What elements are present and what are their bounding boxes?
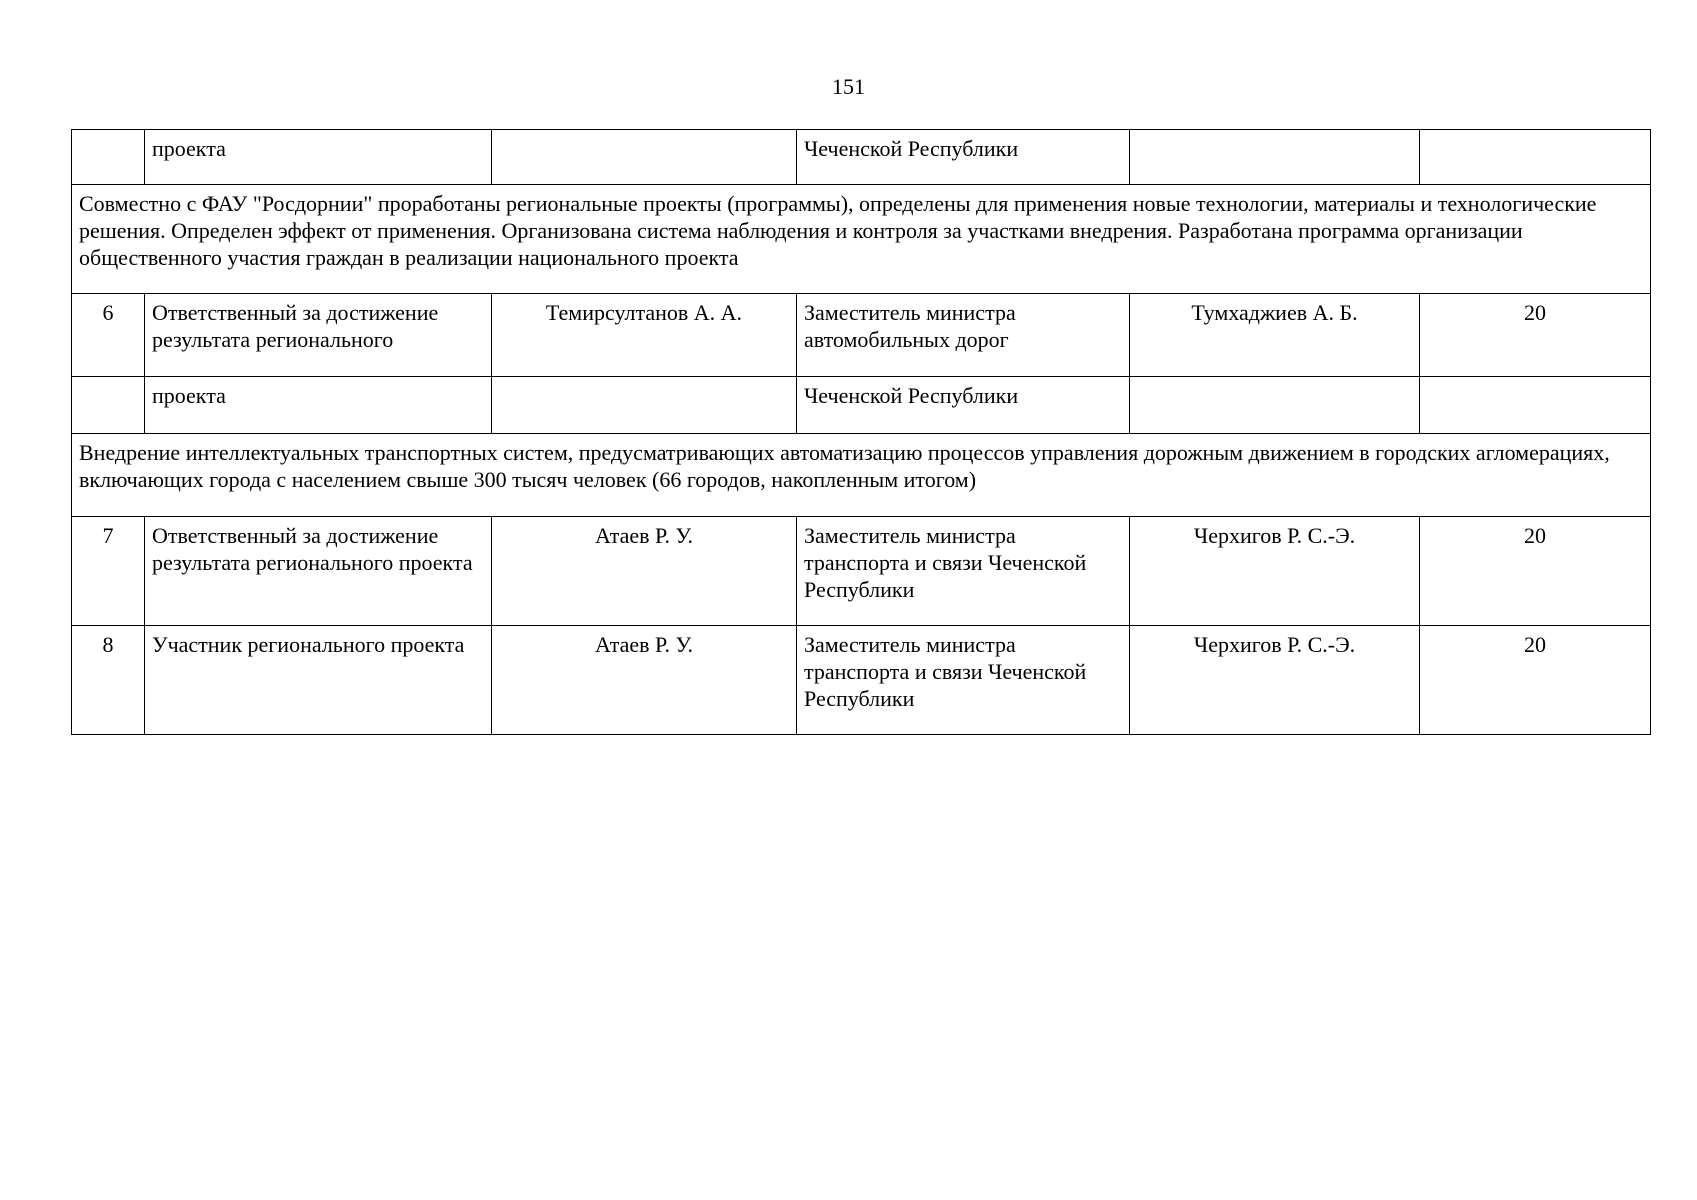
involvement-percent-cell bbox=[1420, 626, 1651, 735]
description-text: Внедрение интеллектуальных транспортных систем, предусматривающих автоматизацию процессов управления дорожным движением в городских агломерациях, включающих города с населением свыше 300 тысяч человек (66 городов, накопленным итогом) bbox=[79, 440, 1610, 492]
supervisor-name-text: Черхигов Р. С.-Э. bbox=[1193, 632, 1356, 657]
role-cell bbox=[145, 626, 492, 735]
position-cell bbox=[797, 517, 1130, 626]
role-text: Ответственный за достижение результата регионального bbox=[152, 300, 439, 352]
supervisor-name-cell bbox=[1130, 626, 1420, 735]
position-text: Заместитель министра транспорта и связи Чеченской Республики bbox=[804, 523, 1087, 602]
table-row bbox=[72, 294, 1651, 377]
role-cell bbox=[145, 517, 492, 626]
involvement-percent-text: 20 bbox=[1524, 523, 1546, 548]
description-cell bbox=[72, 185, 1651, 294]
row-number-text: 8 bbox=[102, 632, 114, 657]
table-row-description bbox=[72, 434, 1651, 517]
position-cell bbox=[797, 377, 1130, 434]
involvement-percent-cell bbox=[1420, 377, 1651, 434]
position-text: Заместитель министра автомобильных дорог bbox=[804, 300, 1016, 352]
person-name-text: Атаев Р. У. bbox=[594, 632, 694, 657]
supervisor-name-text: Тумхаджиев А. Б. bbox=[1191, 300, 1358, 325]
person-name-cell bbox=[492, 130, 797, 185]
row-number-cell bbox=[72, 294, 145, 377]
position-cell bbox=[797, 130, 1130, 185]
description-cell bbox=[72, 434, 1651, 517]
involvement-percent-cell bbox=[1420, 517, 1651, 626]
person-name-cell bbox=[492, 294, 797, 377]
person-name-text: Темирсултанов А. А. bbox=[545, 300, 743, 325]
position-text: Чеченской Республики bbox=[804, 383, 1019, 408]
role-text: проекта bbox=[152, 136, 226, 161]
person-name-cell bbox=[492, 517, 797, 626]
table-row bbox=[72, 626, 1651, 735]
person-name-cell bbox=[492, 626, 797, 735]
table-row bbox=[72, 130, 1651, 185]
role-cell bbox=[145, 130, 492, 185]
supervisor-name-cell bbox=[1130, 517, 1420, 626]
roles-table bbox=[71, 129, 1651, 735]
description-text: Совместно с ФАУ "Росдорнии" проработаны региональные проекты (программы), определены для применения новые технологии, материалы и технологические решения. Определен эффект от применения. Организована система наблюдения и контроля за участками внедрения. Разработана программа организации общественного участия граждан в реализации национального проекта bbox=[79, 191, 1597, 270]
row-number-cell bbox=[72, 377, 145, 434]
supervisor-name-cell bbox=[1130, 294, 1420, 377]
supervisor-name-text: Черхигов Р. С.-Э. bbox=[1193, 523, 1356, 548]
role-text: Участник регионального проекта bbox=[152, 632, 465, 657]
supervisor-name-cell bbox=[1130, 377, 1420, 434]
position-cell bbox=[797, 626, 1130, 735]
position-text: Заместитель министра транспорта и связи Чеченской Республики bbox=[804, 632, 1087, 711]
position-cell bbox=[797, 294, 1130, 377]
role-cell bbox=[145, 294, 492, 377]
role-text: Ответственный за достижение результата регионального проекта bbox=[152, 523, 473, 575]
table-row-description bbox=[72, 185, 1651, 294]
involvement-percent-text: 20 bbox=[1524, 300, 1546, 325]
involvement-percent-text: 20 bbox=[1524, 632, 1546, 657]
row-number-cell bbox=[72, 130, 145, 185]
role-cell bbox=[145, 377, 492, 434]
position-text: Чеченской Республики bbox=[804, 136, 1019, 161]
row-number-text: 6 bbox=[102, 300, 114, 325]
row-number-text: 7 bbox=[102, 523, 114, 548]
involvement-percent-cell bbox=[1420, 130, 1651, 185]
person-name-cell bbox=[492, 377, 797, 434]
table-row bbox=[72, 517, 1651, 626]
row-number-cell bbox=[72, 626, 145, 735]
row-number-cell bbox=[72, 517, 145, 626]
page-number: 151 bbox=[832, 74, 865, 99]
involvement-percent-cell bbox=[1420, 294, 1651, 377]
person-name-text: Атаев Р. У. bbox=[594, 523, 694, 548]
table-row bbox=[72, 377, 1651, 434]
role-text: проекта bbox=[152, 383, 226, 408]
supervisor-name-cell bbox=[1130, 130, 1420, 185]
